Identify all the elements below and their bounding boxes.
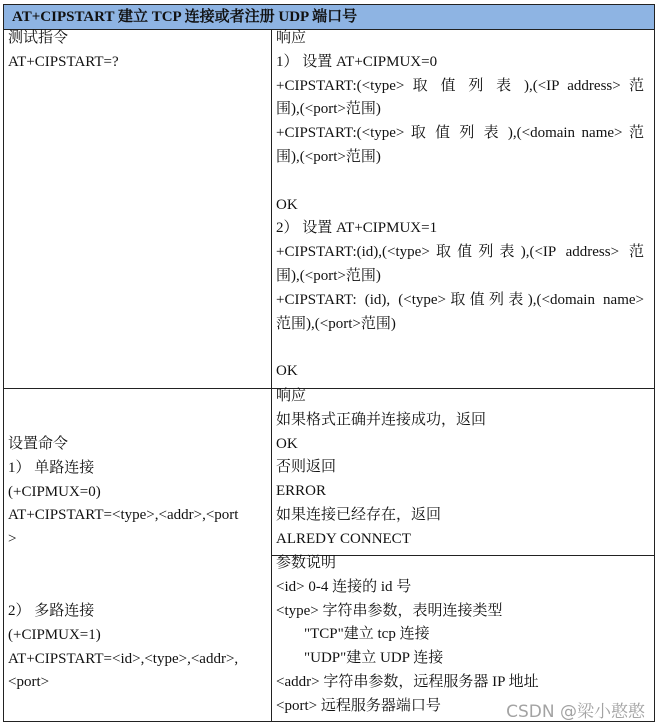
command-line: <port> (8, 674, 50, 691)
blank-line (276, 170, 644, 194)
watermark: CSDN @梁小憨憨 (506, 702, 645, 722)
params-label: 参数说明 (276, 555, 337, 571)
test-command-cell (8, 27, 260, 75)
response-label: 响应 (276, 30, 307, 46)
response-line: 否则返回 (276, 459, 337, 476)
response-line: 围),(<port>范围) (276, 148, 381, 165)
response-line: 范围),(<port>范围) (276, 315, 396, 332)
response-label: 响应 (276, 388, 307, 404)
param-line: "TCP"建立 tcp 连接 (304, 626, 430, 643)
command-line: 1） 单路连接 (8, 459, 95, 476)
command-line: 2） 多路连接 (8, 603, 95, 619)
table-title: AT+CIPSTART 建立 TCP 连接或者注册 UDP 端口号 (4, 5, 654, 30)
test-response-cell (276, 27, 644, 384)
column-divider (271, 30, 272, 721)
set-command-multi-cell (8, 600, 264, 695)
response-line: 如果格式正确并连接成功，返回 (276, 411, 487, 428)
param-line: <port> 远程服务器端口号 (276, 697, 441, 714)
param-line: <type> 字符串参数，表明连接类型 (276, 602, 503, 619)
response-line: +CIPSTART:(<type> 取 值 列 表 ),(<IP address> 范 (276, 77, 644, 94)
response-line: +CIPSTART:(id),(<type>取值列表),(<IP address> 范 (276, 244, 644, 261)
param-line: <id> 0-4 连接的 id 号 (276, 578, 412, 595)
set-response-cell (276, 385, 644, 552)
command-line: (+CIPMUX=1) (8, 626, 101, 643)
cell-label: 测试指令 (8, 30, 69, 46)
param-line: "UDP"建立 UDP 连接 (304, 650, 444, 667)
response-line: 围),(<port>范围) (276, 101, 381, 118)
command-line: > (8, 531, 17, 548)
response-line: ALREDY CONNECT (276, 530, 411, 547)
response-line: 1） 设置 AT+CIPMUX=0 (276, 53, 438, 70)
response-line: OK (276, 435, 298, 452)
set-command-single-cell (8, 433, 264, 552)
params-cell (276, 552, 644, 719)
blank-line (276, 336, 644, 360)
response-line: ERROR (276, 483, 327, 500)
response-line: 如果连接已经存在，返回 (276, 506, 442, 523)
command-line: AT+CIPSTART=<id>,<type>,<addr>, (8, 650, 239, 667)
response-line: OK (276, 363, 298, 380)
cell-label: 设置命令 (8, 436, 69, 452)
command-line: (+CIPMUX=0) (8, 483, 101, 500)
param-line: <addr> 字符串参数，远程服务器 IP 地址 (276, 673, 539, 690)
command-line: AT+CIPSTART=<type>,<addr>,<port (8, 507, 239, 524)
response-line: +CIPSTART: (id), (<type>取值列表),(<domain name> (276, 291, 644, 308)
response-line: OK (276, 196, 298, 213)
response-line: +CIPSTART:(<type> 取 值 列 表 ),(<domain name> 范 (276, 125, 644, 142)
response-line: 围),(<port>范围) (276, 267, 381, 284)
response-line: 2） 设置 AT+CIPMUX=1 (276, 220, 438, 237)
command-text: AT+CIPSTART=? (8, 53, 119, 70)
